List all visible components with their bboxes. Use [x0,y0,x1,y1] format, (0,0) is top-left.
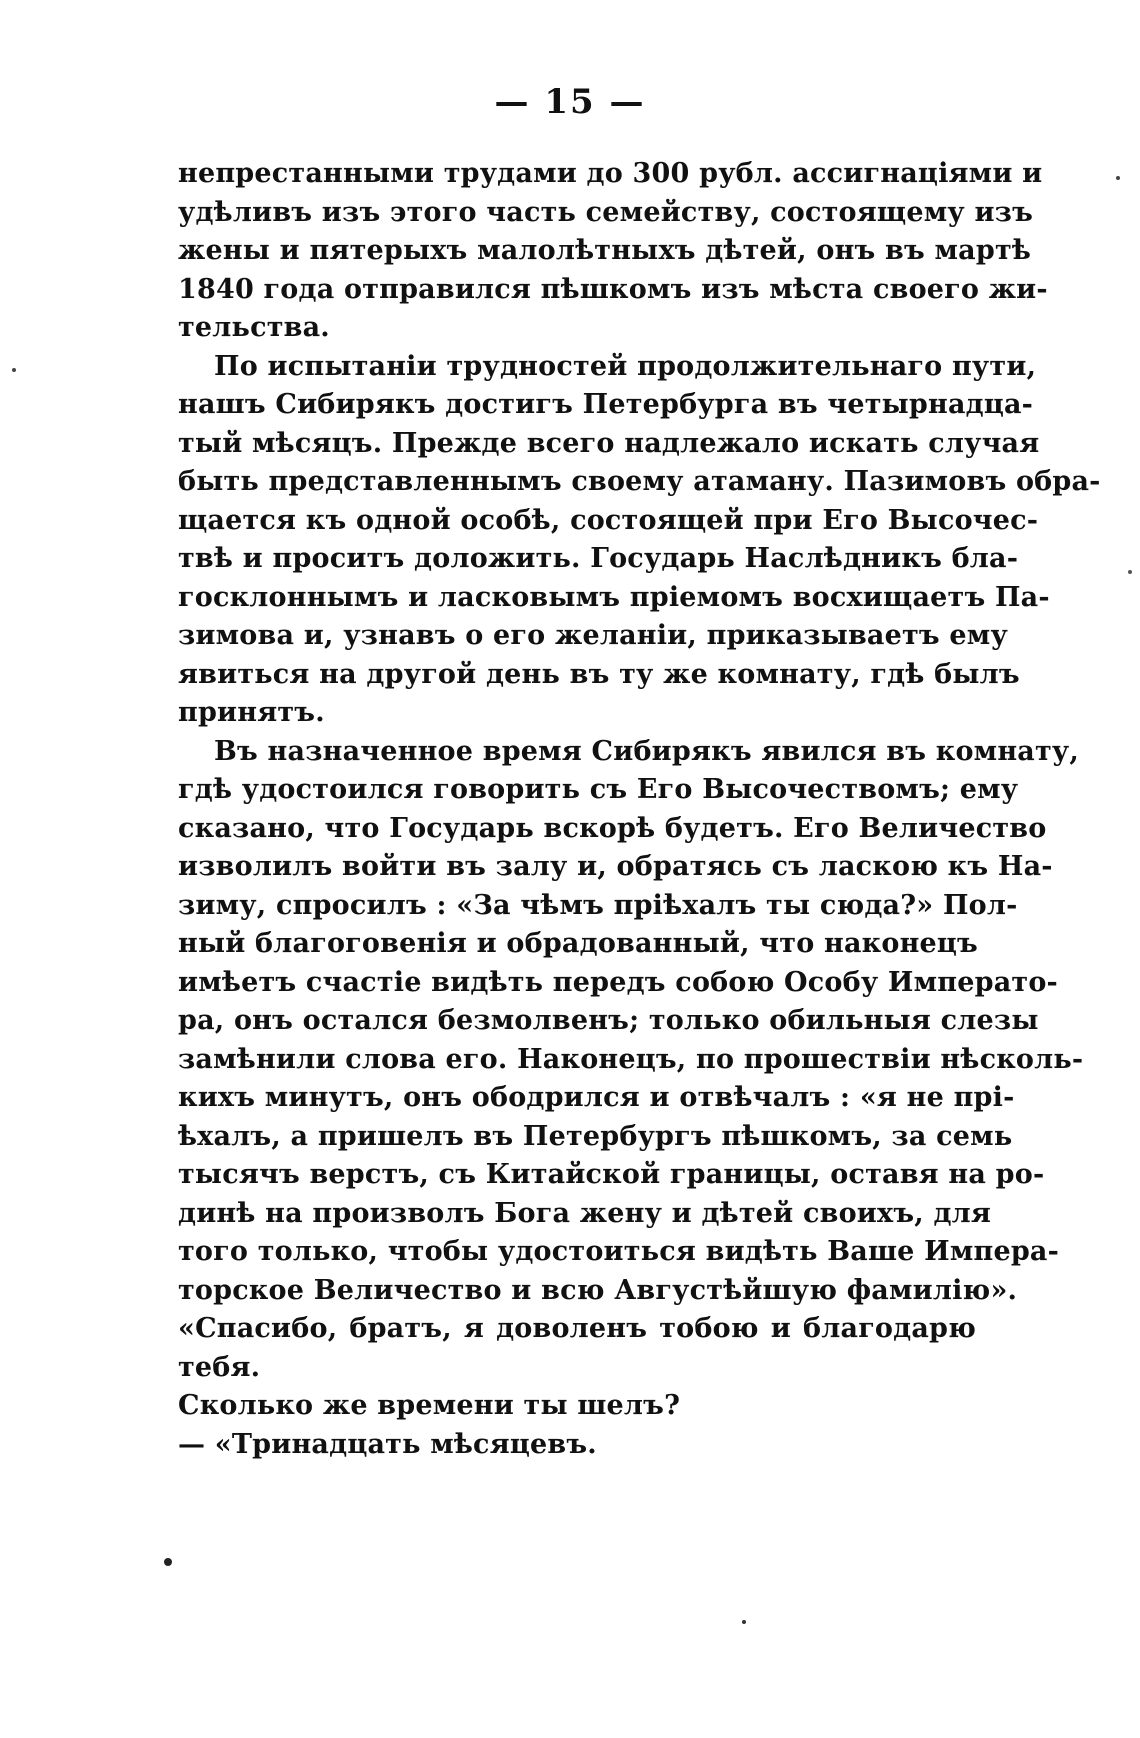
page-number: — 15 — [494,82,646,122]
text-line: ный благоговенія и обрадованный, что наконецъ [178,928,978,959]
speck-dot [12,368,16,372]
text-line: Въ назначенное время Сибирякъ явился въ комнату, [214,735,1079,767]
text-line: тысячъ верстъ, съ Китайской границы, оставя на ро- [178,1159,1045,1190]
paragraph-3 [178,733,1084,1311]
speck-dot [742,1620,746,1624]
text-line: удѣливъ изъ этого часть семейству, состоящему изъ [178,196,1034,228]
text-line: госклоннымъ и ласковымъ пріемомъ восхищаетъ Па- [178,581,1050,613]
text-line: гдѣ удостоился говорить съ Его Высочествомъ; ему [178,774,1019,805]
text-line: динѣ на произволъ Бога жену и дѣтей своихъ, для [178,1197,992,1229]
text-line: — «Тринадцать мѣсяцевъ. [178,1428,597,1460]
speck-dot [164,1558,172,1566]
text-line: непрестанными трудами до 300 рубл. ассигнаціями и [178,158,1043,189]
text-line: По испытаніи трудностей продолжительнаго пути, [214,350,1037,382]
text-line: «Спасибо, братъ, я доволенъ тобою и благодарю [178,1313,976,1344]
paragraph-6 [178,1426,976,1465]
text-line: тебя. [178,1351,261,1383]
text-line: торское Величество и всю Августѣйшую фамилію». [178,1274,1018,1306]
text-line: сказано, что Государь вскорѣ будетъ. Его Величество [178,812,1047,844]
text-line: нашъ Сибирякъ достигъ Петербурга въ четырнадца- [178,389,1034,420]
paragraph-4 [178,1310,976,1387]
speck-dot [1116,176,1120,180]
text-line: того только, чтобы удостоиться видѣть Вашe Импера- [178,1236,1060,1267]
text-line: зиму, спросилъ : «За чѣмъ пріѣхалъ ты сюда?» Пол- [178,889,1018,921]
text-line: явиться на другой день въ ту же комнату, гдѣ былъ [178,658,1020,690]
text-line: жены и пятерыхъ малолѣтныхъ дѣтей, онъ въ мартѣ [178,235,1032,266]
text-line: имѣетъ счастіе видѣть передъ собою Особу Императо- [178,966,1058,998]
text-line: тельства. [178,312,330,343]
text-line: принятъ. [178,697,325,728]
text-line: зимова и, узнавъ о его желаніи, приказываетъ ему [178,620,1008,651]
paragraph-2 [178,348,1101,733]
text-line: ра, онъ остался безмолвенъ; только обильныя слезы [178,1005,1039,1036]
text-line: изволилъ войти въ залу и, обратясь съ ласкою къ На- [178,851,1053,882]
text-line: кихъ минутъ, онъ ободрился и отвѣчалъ : «я не прі- [178,1082,1015,1113]
text-line: Сколько же времени ты шелъ? [178,1390,681,1421]
text-line: твѣ и проситъ доложить. Государь Наслѣдникъ бла- [178,543,1019,574]
page-text [178,155,1101,1464]
text-line: ѣхалъ, а пришелъ въ Петербургъ пѣшкомъ, за семь [178,1120,1013,1152]
text-line: тый мѣсяцъ. Прежде всего надлежало искать случая [178,427,1040,459]
paragraph-1 [178,155,1048,348]
text-line: замѣнили слова его. Наконецъ, по прошествіи нѣсколь- [178,1043,1084,1075]
paragraph-5 [178,1387,976,1426]
speck-dot [1128,570,1132,574]
text-line: быть представленнымъ своему атаману. Пазимовъ обра- [178,466,1101,497]
text-line: щается къ одной особѣ, состоящей при Его Высочес- [178,504,1039,536]
text-line: 1840 года отправился пѣшкомъ изъ мѣста своего жи- [178,273,1048,305]
